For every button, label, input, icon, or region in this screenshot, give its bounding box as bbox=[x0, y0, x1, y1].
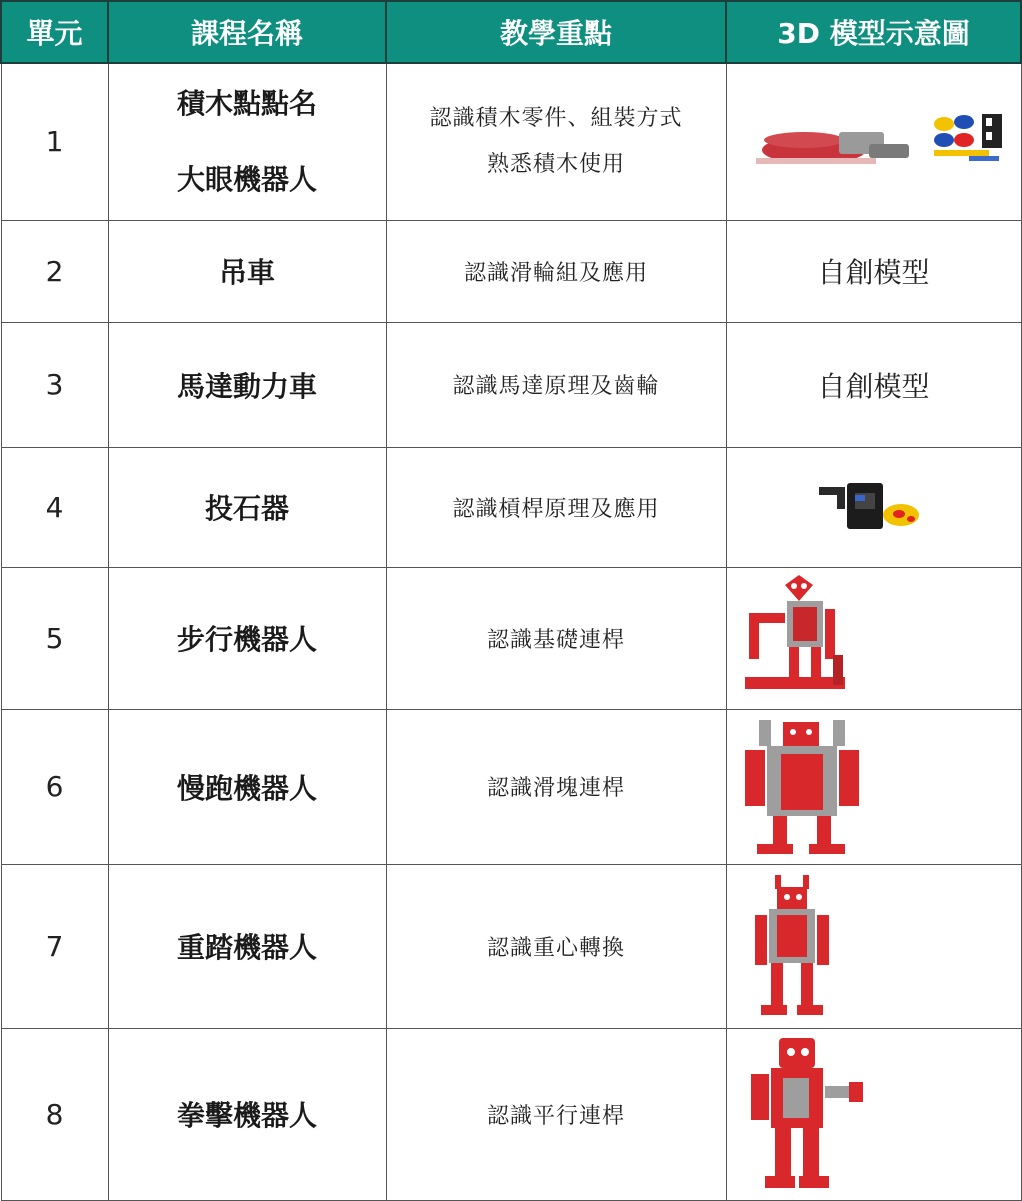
unit-number: 6 bbox=[1, 709, 108, 864]
unit-number: 4 bbox=[1, 447, 108, 567]
unit-number: 3 bbox=[1, 322, 108, 447]
teaching-focus: 認識滑塊連桿 bbox=[386, 709, 726, 864]
motor-module-image bbox=[726, 447, 1021, 567]
stomping-robot-image bbox=[726, 864, 1021, 1028]
course-name: 拳擊機器人 bbox=[108, 1028, 386, 1200]
table-row bbox=[1, 1028, 1021, 1200]
teaching-focus: 認識基礎連桿 bbox=[386, 567, 726, 709]
header-model: 3D 模型示意圖 bbox=[726, 1, 1021, 63]
header-course: 課程名稱 bbox=[108, 1, 386, 63]
blocks-parts-image bbox=[726, 63, 1021, 220]
course-name: 重踏機器人 bbox=[108, 864, 386, 1028]
teaching-focus: 認識積木零件、組裝方式 熟悉積木使用 bbox=[386, 63, 726, 220]
walking-robot-image bbox=[726, 567, 1021, 709]
unit-number: 1 bbox=[1, 63, 108, 220]
model-text: 自創模型 bbox=[726, 220, 1021, 322]
unit-number: 2 bbox=[1, 220, 108, 322]
course-name: 積木點點名 大眼機器人 bbox=[108, 63, 386, 220]
table-row bbox=[1, 567, 1021, 709]
table-row bbox=[1, 709, 1021, 864]
table-header-row bbox=[1, 1, 1021, 63]
teaching-focus: 認識重心轉換 bbox=[386, 864, 726, 1028]
unit-number: 8 bbox=[1, 1028, 108, 1200]
unit-number: 5 bbox=[1, 567, 108, 709]
table-row bbox=[1, 864, 1021, 1028]
unit-number: 7 bbox=[1, 864, 108, 1028]
course-name: 步行機器人 bbox=[108, 567, 386, 709]
teaching-focus: 認識馬達原理及齒輪 bbox=[386, 322, 726, 447]
table-row bbox=[1, 322, 1021, 447]
table-row bbox=[1, 447, 1021, 567]
course-name: 吊車 bbox=[108, 220, 386, 322]
teaching-focus: 認識槓桿原理及應用 bbox=[386, 447, 726, 567]
header-unit: 單元 bbox=[1, 1, 108, 63]
teaching-focus: 認識滑輪組及應用 bbox=[386, 220, 726, 322]
jogging-robot-image bbox=[726, 709, 1021, 864]
model-text: 自創模型 bbox=[726, 322, 1021, 447]
teaching-focus: 認識平行連桿 bbox=[386, 1028, 726, 1200]
header-focus: 教學重點 bbox=[386, 1, 726, 63]
table-row bbox=[1, 63, 1021, 220]
boxing-robot-image bbox=[726, 1028, 1021, 1200]
course-name: 馬達動力車 bbox=[108, 322, 386, 447]
course-name: 慢跑機器人 bbox=[108, 709, 386, 864]
table-row bbox=[1, 220, 1021, 322]
course-name: 投石器 bbox=[108, 447, 386, 567]
